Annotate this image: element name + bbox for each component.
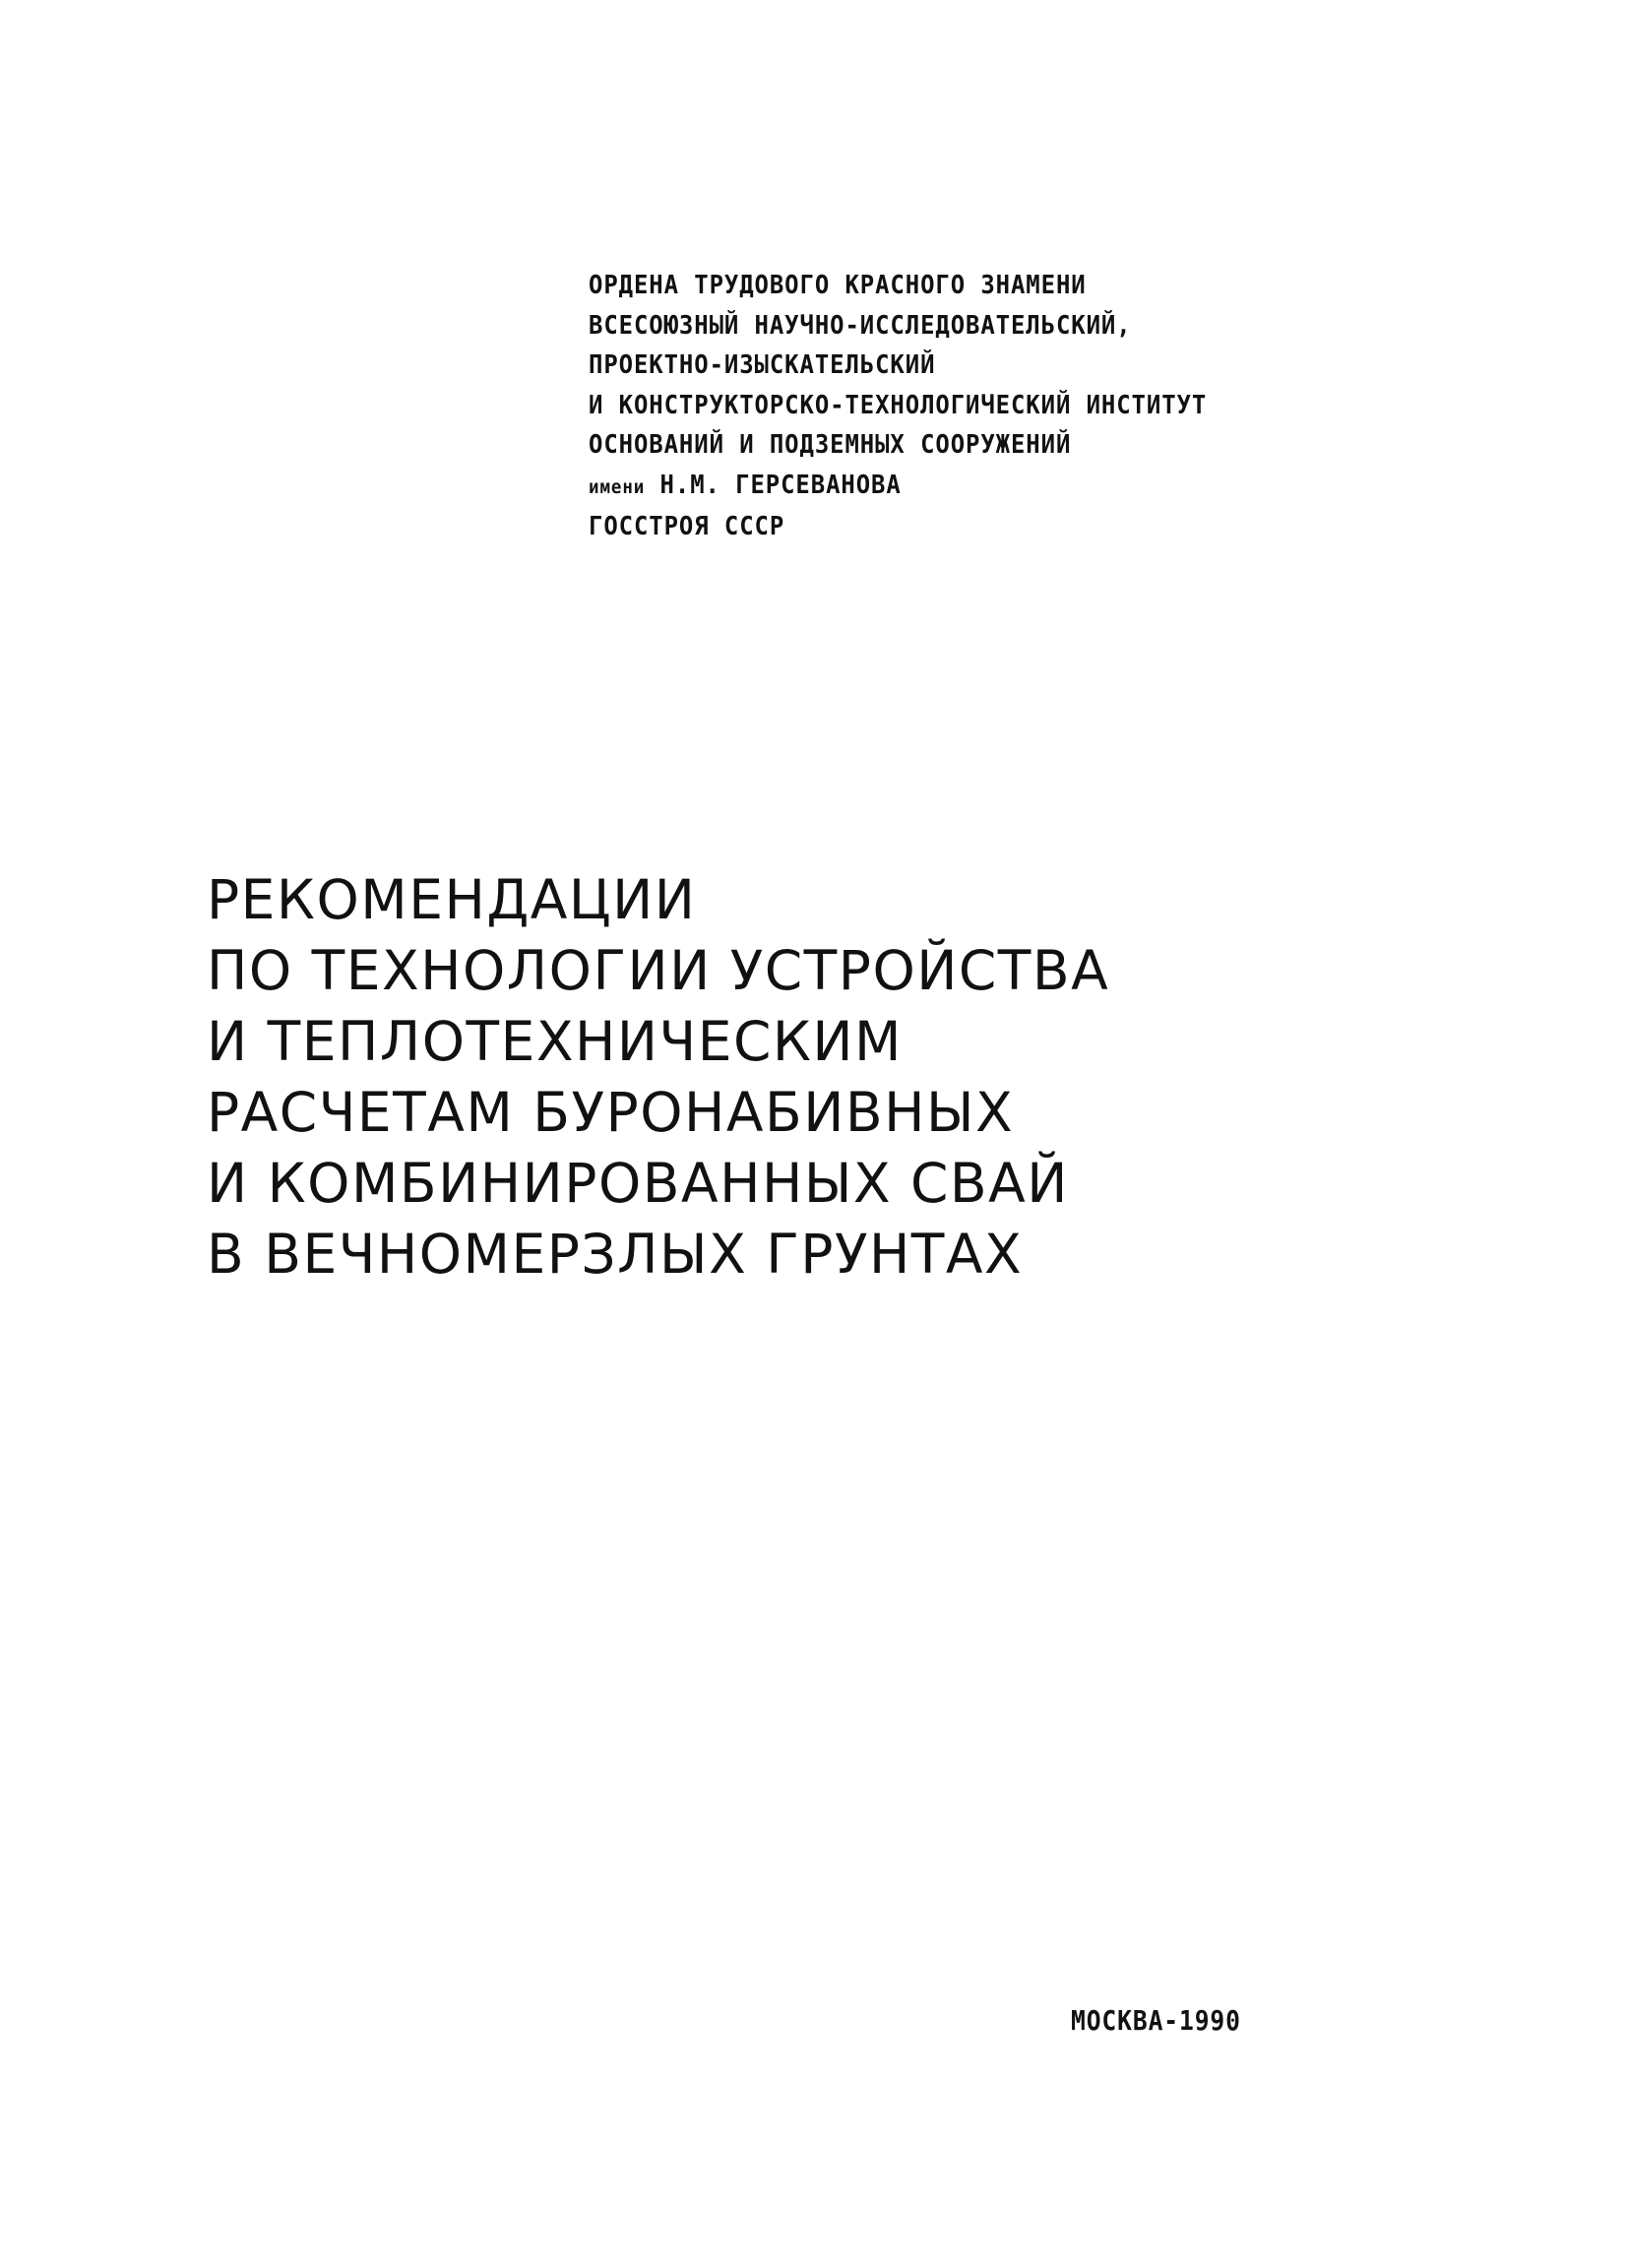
title-line: И КОМБИНИРОВАННЫХ СВАЙ	[207, 1152, 1069, 1215]
institution-line: И КОНСТРУКТОРСКО-ТЕХНОЛОГИЧЕСКИЙ ИНСТИТУТ	[589, 390, 1208, 420]
institution-line: ГОССТРОЯ СССР	[589, 512, 785, 541]
title-line: РЕКОМЕНДАЦИИ	[207, 868, 697, 931]
institution-line: ВСЕСОЮЗНЫЙ НАУЧНО-ИССЛЕДОВАТЕЛЬСКИЙ,	[589, 310, 1132, 341]
title-line: И ТЕПЛОТЕХНИЧЕСКИМ	[207, 1010, 904, 1073]
document-title	[207, 864, 1585, 1290]
institution-block	[589, 266, 1573, 547]
title-line: ПО ТЕХНОЛОГИИ УСТРОЙСТВА	[207, 939, 1110, 1002]
title-line: В ВЕЧНОМЕРЗЛЫХ ГРУНТАХ	[207, 1223, 1024, 1286]
title-line: РАСЧЕТАМ БУРОНАБИВНЫХ	[207, 1081, 1015, 1144]
institution-name-rest: Н.М. ГЕРСЕВАНОВА	[645, 470, 902, 500]
institution-name-lead: имени	[589, 475, 646, 498]
imprint-city-year: МОСКВА-1990	[1071, 2004, 1241, 2037]
institution-line: ОРДЕНА ТРУДОВОГО КРАСНОГО ЗНАМЕНИ	[589, 271, 1087, 300]
institution-name-line	[589, 466, 1494, 508]
institution-line: ПРОЕКТНО-ИЗЫСКАТЕЛЬСКИЙ	[589, 350, 936, 380]
institution-line: ОСНОВАНИЙ И ПОДЗЕМНЫХ СООРУЖЕНИЙ	[589, 430, 1072, 460]
